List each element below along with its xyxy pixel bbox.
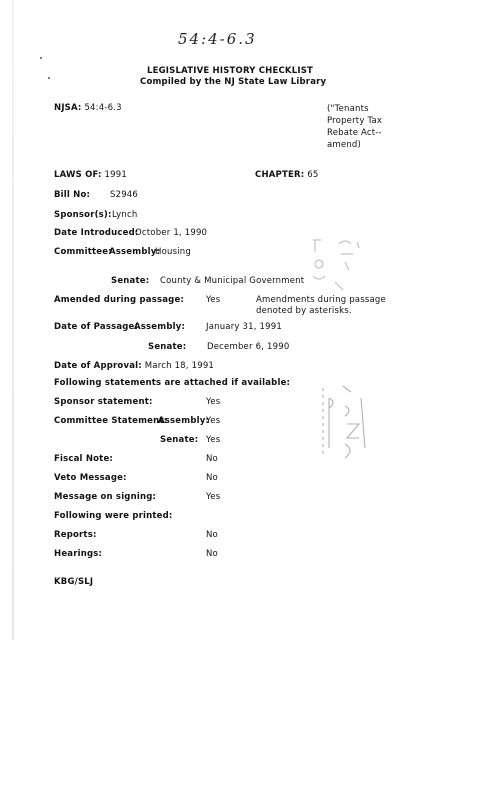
amended-value: Yes <box>206 295 221 305</box>
passage-senate-value: December 6, 1990 <box>207 342 290 352</box>
chapter-value: 65 <box>307 170 319 180</box>
committee-senate-label: Senate: <box>111 276 150 286</box>
committee-statement-senate-value: Yes <box>206 435 221 445</box>
date-of-approval-label: Date of Approval: <box>54 361 142 371</box>
message-on-signing-label: Message on signing: <box>54 492 157 502</box>
bill-no-value: S2946 <box>110 190 139 200</box>
bill-no-label: Bill No: <box>54 190 91 200</box>
committee-label: Committee: <box>54 247 112 257</box>
chapter-label: CHAPTER: <box>255 170 305 180</box>
njsa-label: NJSA: <box>54 103 82 113</box>
date-introduced-label: Date Introduced: <box>54 228 139 238</box>
message-on-signing-value: Yes <box>206 492 221 502</box>
initials: KBG/SLJ <box>54 577 94 587</box>
laws-of-row <box>54 170 127 180</box>
veto-message-label: Veto Message: <box>54 473 127 483</box>
page-title: LEGISLATIVE HISTORY CHECKLIST <box>147 66 314 76</box>
laws-of-value: 1991 <box>104 170 127 180</box>
chapter-row <box>255 170 318 180</box>
passage-assembly-label: Assembly: <box>134 322 186 332</box>
committee-assembly-label: Assembly: <box>109 247 161 257</box>
scan-speck <box>40 57 42 59</box>
committee-statement-assembly-value: Yes <box>206 416 221 426</box>
statements-heading: Following statements are attached if available: <box>54 378 291 388</box>
date-introduced-value: October 1, 1990 <box>135 228 208 238</box>
act-description <box>327 103 382 151</box>
description-line: Property Tax <box>327 116 383 126</box>
committee-statement-senate-label: Senate: <box>160 435 199 445</box>
passage-assembly-value: January 31, 1991 <box>206 322 282 332</box>
date-of-approval-row <box>54 361 214 371</box>
committee-statement-assembly-label: Assembly: <box>158 416 210 426</box>
committee-senate-value: County & Municipal Government <box>160 276 305 286</box>
sponsors-value: Lynch <box>112 210 138 220</box>
veto-message-value: No <box>206 473 218 483</box>
scan-speck <box>48 77 50 79</box>
description-line: ("Tenants <box>327 104 369 114</box>
committee-assembly-value: Housing <box>155 247 191 257</box>
date-of-passage-label: Date of Passage: <box>54 322 139 332</box>
fiscal-note-label: Fiscal Note: <box>54 454 114 464</box>
amended-note-line: Amendments during passage <box>256 295 386 305</box>
amended-note-line: denoted by asterisks. <box>256 306 352 316</box>
passage-senate-label: Senate: <box>148 342 187 352</box>
description-line: Rebate Act-- <box>327 128 382 138</box>
handwritten-number: 54:4-6.3 <box>178 30 257 48</box>
description-line: amend) <box>327 140 362 150</box>
reports-value: No <box>206 530 218 540</box>
library-stamp-lower <box>315 378 375 468</box>
scan-edge <box>12 0 14 640</box>
page-subtitle: Compiled by the NJ State Law Library <box>140 77 327 87</box>
amended-label: Amended during passage: <box>54 295 185 305</box>
hearings-value: No <box>206 549 218 559</box>
fiscal-note-value: No <box>206 454 218 464</box>
sponsor-statement-value: Yes <box>206 397 221 407</box>
njsa-row <box>54 103 122 113</box>
sponsors-label: Sponsor(s): <box>54 210 112 220</box>
library-stamp-upper <box>305 232 375 302</box>
reports-label: Reports: <box>54 530 97 540</box>
printed-heading: Following were printed: <box>54 511 173 521</box>
laws-of-label: LAWS OF: <box>54 170 102 180</box>
njsa-value: 54:4-6.3 <box>84 103 122 113</box>
hearings-label: Hearings: <box>54 549 103 559</box>
sponsor-statement-label: Sponsor statement: <box>54 397 153 407</box>
committee-statement-label: Committee Statement: <box>54 416 168 426</box>
date-of-approval-value: March 18, 1991 <box>144 361 215 371</box>
